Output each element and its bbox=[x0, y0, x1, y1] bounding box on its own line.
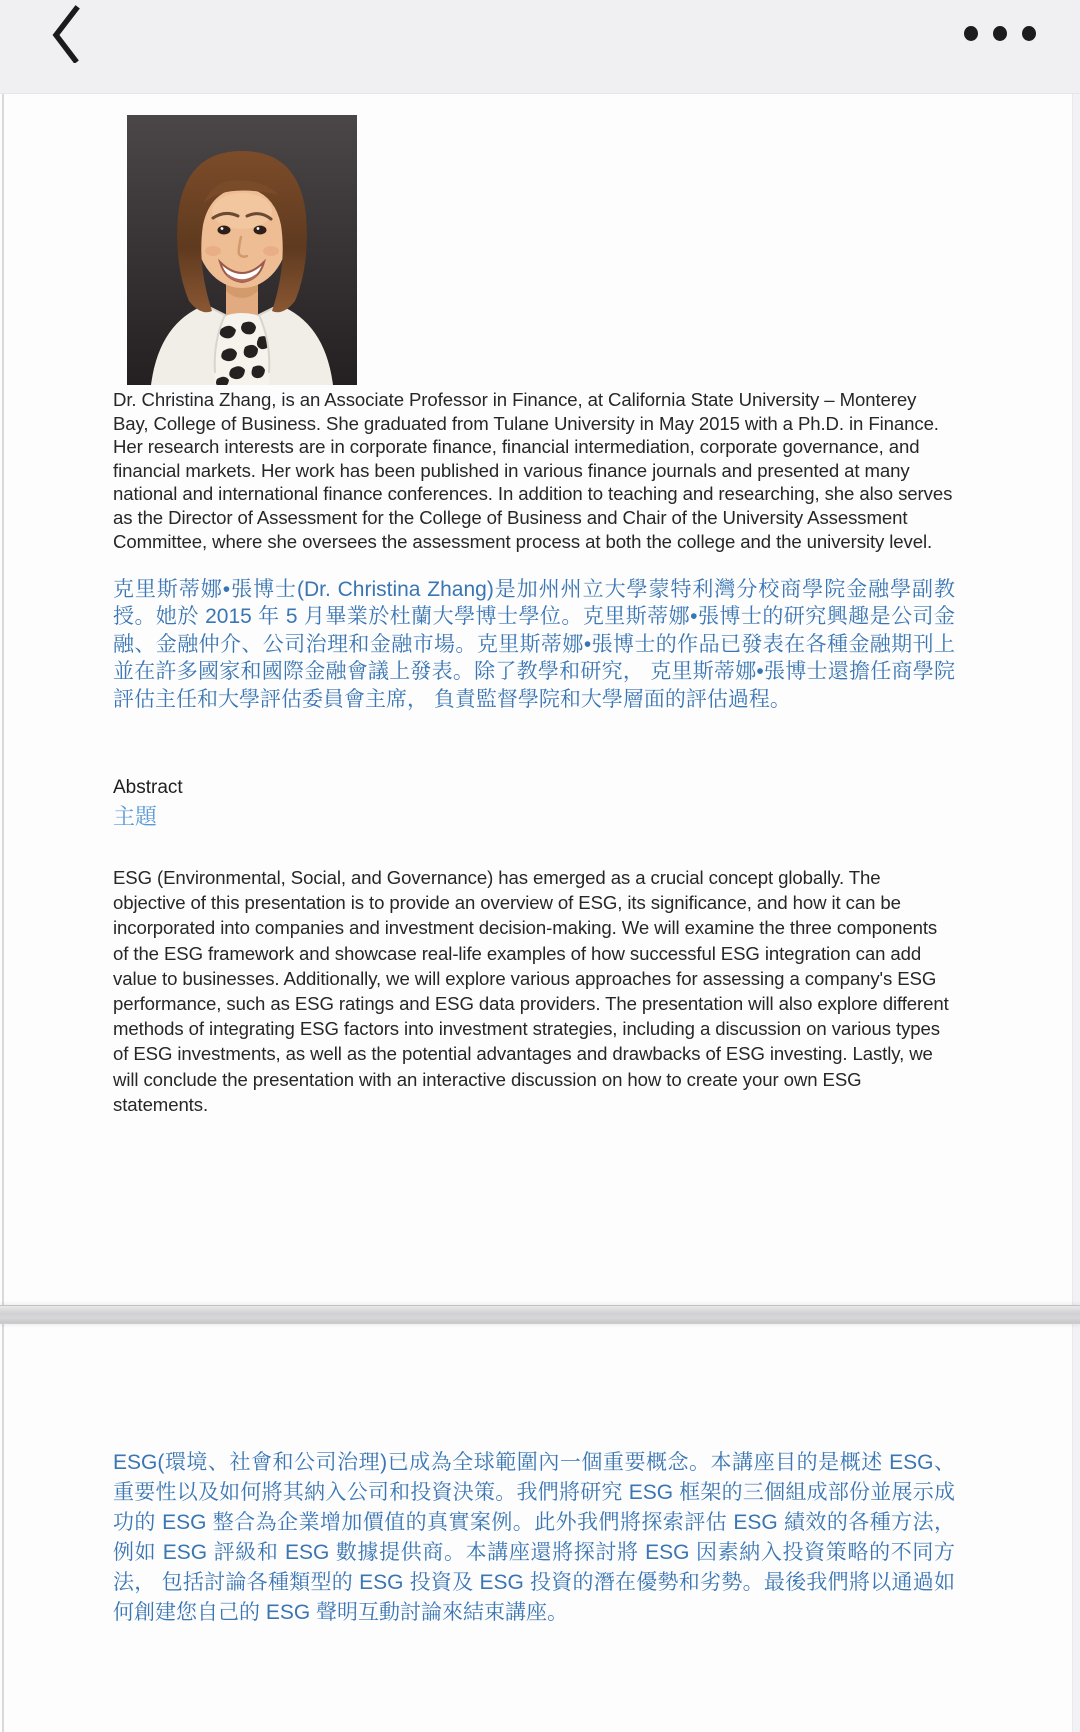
abstract-english: ESG (Environmental, Social, and Governance) has emerged as a crucial concept globally. The objective of this presentation is to provide an overview of ESG, its significance, and how it can be incorporated into companies and investment decision-making. We will examine the three components of the ESG framework and showcase real-life examples of how successful ESG integration can add value to businesses. Additionally, we will explore various approaches for assessing a company's ESG performance, such as ESG ratings and ESG data providers. The presentation will also explore different methods of integrating ESG factors into investment strategies, including a discussion on various types of ESG investments, as well as the potential advantages and drawbacks of ESG investing. Lastly, we will conclude the presentation with an interactive discussion on how to create your own ESG statements. bbox=[113, 867, 949, 1115]
abstract-chinese: ESG(環境、社會和公司治理)已成為全球範圍內一個重要概念。本講座目的是概述 ESG、重要性以及如何將其納入公司和投資決策。我們將研究 ESG 框架的三個組成部份並展示成功的 ESG 整合為企業增加價值的真實案例。此外我們將探索評估 ESG 績效的各種方法， 例如 ESG 評級和 ESG 數據提供商。本講座還將探討將 ESG 因素納入投資策略的不同方法， 包括討論各種類型的 ESG 投資及 ESG 投資的潛在優勢和劣勢。最後我們將以通過如何創建您自己的 ESG 聲明互動討論來結束講座。 bbox=[113, 1451, 955, 1624]
three-dots-icon bbox=[1022, 26, 1036, 41]
three-dots-icon bbox=[964, 26, 978, 41]
bio-chinese: 克里斯蒂娜•張博士(Dr. Christina Zhang)是加州州立大學蒙特利灣分校商學院金融學副教授。她於 2015 年 5 月畢業於杜蘭大學博士學位。克里斯蒂娜•張博士的研究興趣是公司金融、金融仲介、公司治理和金融市場。克里斯蒂娜•張博士的作品已發表在各種金融期刊上並在許多國家和國際金融會議上發表。除了教學和研究， 克里斯蒂娜•張博士還擔任商學院評估主任和大學評估委員會主席， 負責監督學院和大學層面的評估過程。 bbox=[113, 578, 955, 711]
page-break-divider bbox=[0, 1305, 1080, 1324]
abstract-heading-chinese: 主題 bbox=[113, 804, 158, 829]
more-options-button[interactable] bbox=[964, 14, 1036, 52]
three-dots-icon bbox=[993, 26, 1007, 41]
chevron-left-icon bbox=[51, 51, 81, 66]
profile-photo bbox=[127, 115, 357, 385]
abstract-heading: Abstract bbox=[113, 777, 183, 798]
page-left-edge bbox=[2, 93, 4, 1732]
bio-english: Dr. Christina Zhang, is an Associate Professor in Finance, at California State University – Monterey Bay, College of Business. She graduated from Tulane University in May 2015 with a Ph.D. in Finance. Her research interests are in corporate finance, financial intermediation, corporate governance, and financial markets. Her work has been published in various finance journals and presented at many national and international finance conferences. In addition to teaching and researching, she also serves as the Director of Assessment for the College of Business and Chair of the University Assessment Committee, where she oversees the assessment process at both the college and the university level. bbox=[113, 389, 953, 552]
document-scroll-area[interactable] bbox=[0, 93, 1080, 1732]
back-button[interactable] bbox=[42, 0, 90, 70]
top-navigation-bar bbox=[0, 0, 1080, 94]
page-right-edge bbox=[1072, 93, 1080, 1732]
